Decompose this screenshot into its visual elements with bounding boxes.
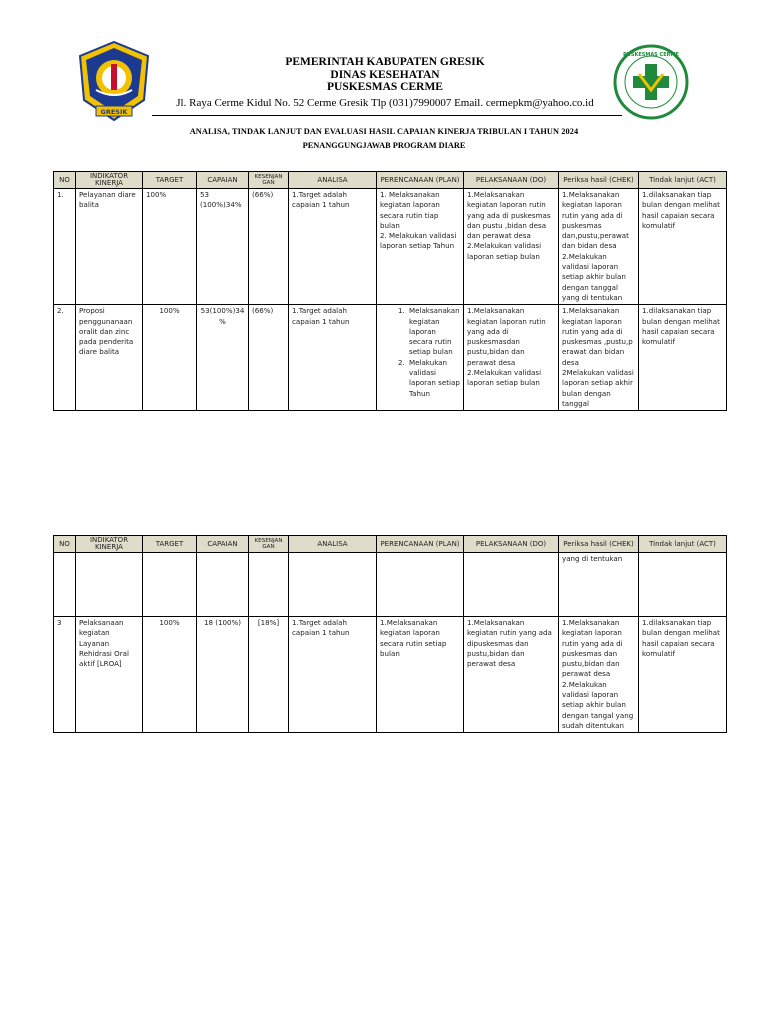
col-act: Tindak lanjut (ACT) xyxy=(639,536,727,553)
cell-plan: 1.Melaksanakan kegiatan laporan secara rutin setiap bulan xyxy=(377,617,464,733)
cell-target: 100% xyxy=(143,189,197,305)
cell-kesenjangan: (66%) xyxy=(249,189,289,305)
cell-do: 1.Melaksanakan kegiatan rutin yang ada dipuskesmas dan pustu,bidan dan perawat desa xyxy=(464,617,559,733)
cell-plan xyxy=(377,553,464,617)
col-check: Periksa hasil (CHEK) xyxy=(559,172,639,189)
document-subtitle: PENANGGUNGJAWAB PROGRAM DIARE xyxy=(302,141,466,150)
gresik-crest-logo xyxy=(74,40,154,124)
letterhead-line3: PUSKESMAS CERME xyxy=(327,81,443,93)
col-capaian: CAPAIAN xyxy=(197,536,249,553)
col-plan: PERENCANAAN (PLAN) xyxy=(377,536,464,553)
cell-act: 1.dilaksanakan tiap bulan dengan melihat hasil capaian secara komulatif xyxy=(639,189,727,305)
col-do: PELAKSANAAN (DO) xyxy=(464,536,559,553)
list-item: 1. Melaksanakan kegiatan laporan secara rutin setiap bulan xyxy=(407,306,460,357)
cell-kesenjangan xyxy=(249,553,289,617)
table-row xyxy=(54,553,727,617)
cell-analisa: 1.Target adalah capaian 1 tahun xyxy=(289,305,377,411)
table-header-row xyxy=(54,536,727,553)
cell-check: 1.Melaksanakan kegiatan laporan rutin yang ada di puskesmas dan pustu,bidan dan perawat desa 2.Melakukan validasi laporan setiap akhir bulan dengan tangal yang sudah ditentukan xyxy=(559,617,639,733)
table-row xyxy=(54,305,727,411)
document-title: ANALISA, TINDAK LANJUT DAN EVALUASI HASIL CAPAIAN KINERJA TRIBULAN I TAHUN 2024 xyxy=(189,127,579,136)
col-capaian: CAPAIAN xyxy=(197,172,249,189)
plan-list xyxy=(380,306,460,399)
table-header-row xyxy=(54,172,727,189)
table-row xyxy=(54,617,727,733)
cell-plan xyxy=(377,305,464,411)
cell-act: 1.dilaksanakan tiap bulan dengan melihat hasil capaian secara komulatif xyxy=(639,305,727,411)
letterhead-address: Jl. Raya Cerme Kidul No. 52 Cerme Gresik Tlp (031)7990007 Email. cermepkm@yahoo.co.id xyxy=(176,96,594,109)
letterhead-line1: PEMERINTAH KABUPATEN GRESIK xyxy=(285,56,485,68)
cell-analisa xyxy=(289,553,377,617)
cell-no: 3 xyxy=(54,617,76,733)
col-kesenjangan: KESENJAN GAN xyxy=(249,536,289,553)
cell-indikator: Proposi penggunanaan oralit dan zinc pada penderita diare balita xyxy=(76,305,143,411)
cell-do xyxy=(464,553,559,617)
col-analisa: ANALISA xyxy=(289,536,377,553)
puskesmas-cerme-logo xyxy=(613,44,689,120)
col-indikator: INDIKATOR KINERJA xyxy=(76,172,143,189)
col-target: TARGET xyxy=(143,536,197,553)
list-item: 2. Melakukan validasi laporan setiap Tahun xyxy=(407,358,460,399)
col-check: Periksa hasil (CHEK) xyxy=(559,536,639,553)
cell-target: 100% xyxy=(143,305,197,411)
cell-check: yang di tentukan xyxy=(559,553,639,617)
cell-capaian xyxy=(197,553,249,617)
col-no: NO xyxy=(54,536,76,553)
cell-kesenjangan: (66%) xyxy=(249,305,289,411)
cell-indikator xyxy=(76,553,143,617)
cell-do: 1.Melaksanakan kegiatan laporan rutin yang ada di puskesmas dan pustu ,bidan desa dan perawat desa 2.Melakukan validasi laporan setiap bulan xyxy=(464,189,559,305)
letterhead-line2: DINAS KESEHATAN xyxy=(330,68,440,81)
logo-right-label: PUSKESMAS CERME xyxy=(623,52,679,58)
cell-indikator: Pelaksanaan kegiatan Layanan Rehidrasi Oral aktif [LROA] xyxy=(76,617,143,733)
cell-no: 2. xyxy=(54,305,76,411)
cell-act: 1.dilaksanakan tiap bulan dengan melihat hasil capaian secara komulatif xyxy=(639,617,727,733)
logo-left-label: GRESIK xyxy=(100,108,128,116)
col-no: NO xyxy=(54,172,76,189)
cell-check: 1.Melaksanakan kegiatan laporan rutin yang ada di puskesmas ,pustu,p erawat dan bidan desa 2Melakukan validasi laporan setiap akhir bulan dengan tanggal xyxy=(559,305,639,411)
cell-no xyxy=(54,553,76,617)
col-target: TARGET xyxy=(143,172,197,189)
cell-capaian: 18 (100%) xyxy=(197,617,249,733)
letterhead xyxy=(150,56,620,110)
cell-analisa: 1.Target adalah capaian 1 tahun xyxy=(289,617,377,733)
evaluation-table-2 xyxy=(53,535,727,733)
evaluation-table-1 xyxy=(53,171,727,411)
col-kesenjangan: KESENJAN GAN xyxy=(249,172,289,189)
cell-kesenjangan: [18%] xyxy=(249,617,289,733)
cell-analisa: 1.Target adalah capaian 1 tahun xyxy=(289,189,377,305)
cell-check: 1.Melaksanakan kegiatan laporan rutin yang ada di puskesmas dan,pustu,perawat dan bidan desa 2.Melakukan validasi laporan setiap akhir bulan dengan tanggal yang di tentukan xyxy=(559,189,639,305)
col-act: Tindak lanjut (ACT) xyxy=(639,172,727,189)
cell-capaian: 53 (100%)34% xyxy=(197,189,249,305)
cell-target: 100% xyxy=(143,617,197,733)
col-indikator: INDIKATOR KINERJA xyxy=(76,536,143,553)
cell-capaian: 53(100%)34 % xyxy=(197,305,249,411)
cell-no: 1. xyxy=(54,189,76,305)
letterhead-rule xyxy=(152,115,622,116)
col-do: PELAKSANAAN (DO) xyxy=(464,172,559,189)
col-plan: PERENCANAAN (PLAN) xyxy=(377,172,464,189)
cell-indikator: Pelayanan diare balita xyxy=(76,189,143,305)
table-row xyxy=(54,189,727,305)
cell-act xyxy=(639,553,727,617)
col-analisa: ANALISA xyxy=(289,172,377,189)
cell-do: 1.Melaksanakan kegiatan laporan rutin yang ada di puskesmasdan pustu,bidan dan perawat desa 2.Melakukan validasi laporan setiap bulan xyxy=(464,305,559,411)
cell-plan: 1. Melaksanakan kegiatan laporan secara rutin tiap bulan 2. Melakukan validasi laporan setiap Tahun xyxy=(377,189,464,305)
cell-target xyxy=(143,553,197,617)
